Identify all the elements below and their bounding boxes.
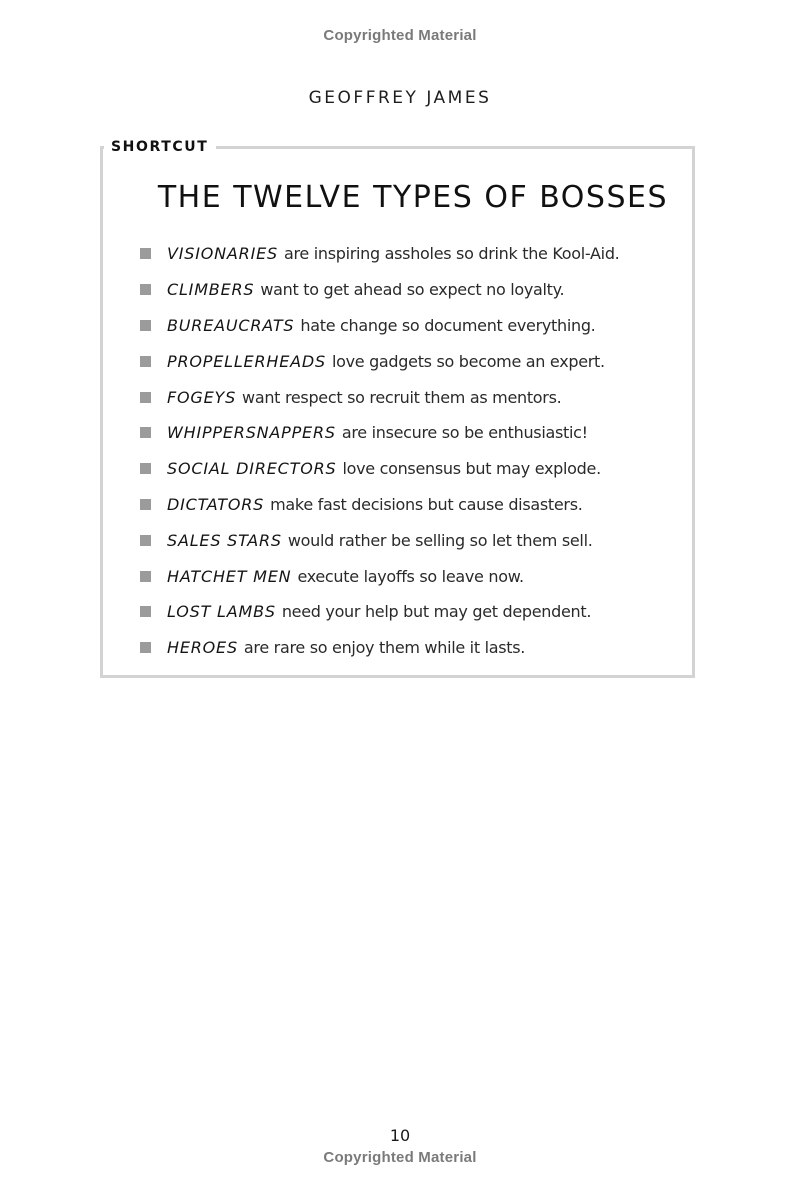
- boss-type-name: DICTATORS: [167, 494, 265, 514]
- boss-type-description: would rather be selling so let them sell.: [287, 530, 593, 550]
- boss-type-name: SALES STARS: [167, 530, 282, 550]
- list-item: [140, 522, 619, 558]
- boss-type-name: HEROES: [167, 638, 238, 658]
- boss-type-description: are inspiring assholes so drink the Kool-Aid.: [283, 244, 620, 264]
- square-bullet-icon: [140, 427, 151, 438]
- list-item: [140, 487, 619, 523]
- list-item: [140, 272, 619, 308]
- boss-type-description: want to get ahead so expect no loyalty.: [260, 280, 565, 300]
- list-item: [140, 343, 619, 379]
- square-bullet-icon: [140, 571, 151, 582]
- running-head: GEOFFREY JAMES: [308, 88, 492, 108]
- box-title: THE TWELVE TYPES OF BOSSES: [157, 180, 668, 215]
- boss-type-name: HATCHET MEN: [167, 566, 292, 586]
- boss-type-description: make fast decisions but cause disasters.: [270, 494, 583, 514]
- boss-type-description: are rare so enjoy them while it lasts.: [243, 638, 526, 658]
- square-bullet-icon: [140, 642, 151, 653]
- boss-type-name: LOST LAMBS: [167, 602, 276, 622]
- watermark-bottom: Copyrighted Material: [323, 1149, 477, 1166]
- boss-type-name: BUREAUCRATS: [167, 315, 295, 335]
- page-number: 10: [389, 1126, 411, 1145]
- list-item: [140, 558, 619, 594]
- boss-type-name: CLIMBERS: [167, 280, 255, 300]
- square-bullet-icon: [140, 606, 151, 617]
- list-item: [140, 594, 619, 630]
- list-item: [140, 415, 619, 451]
- boss-type-name: WHIPPERSNAPPERS: [167, 423, 336, 443]
- boss-list: [140, 236, 619, 666]
- boss-type-name: FOGEYS: [167, 387, 237, 407]
- list-item: [140, 236, 619, 272]
- boss-type-description: love gadgets so become an expert.: [331, 351, 605, 371]
- shortcut-label: SHORTCUT: [104, 137, 216, 157]
- boss-type-description: are insecure so be enthusiastic!: [341, 423, 588, 443]
- square-bullet-icon: [140, 248, 151, 259]
- boss-type-description: want respect so recruit them as mentors.: [242, 387, 562, 407]
- boss-type-description: execute layoffs so leave now.: [297, 566, 524, 586]
- square-bullet-icon: [140, 356, 151, 367]
- watermark-top: Copyrighted Material: [323, 27, 477, 44]
- square-bullet-icon: [140, 320, 151, 331]
- boss-type-description: need your help but may get dependent.: [281, 602, 592, 622]
- boss-type-description: hate change so document everything.: [300, 315, 596, 335]
- boss-type-name: PROPELLERHEADS: [167, 351, 326, 371]
- square-bullet-icon: [140, 463, 151, 474]
- square-bullet-icon: [140, 284, 151, 295]
- boss-type-name: SOCIAL DIRECTORS: [167, 459, 337, 479]
- list-item: [140, 379, 619, 415]
- list-item: [140, 308, 619, 344]
- square-bullet-icon: [140, 392, 151, 403]
- boss-type-description: love consensus but may explode.: [342, 459, 601, 479]
- square-bullet-icon: [140, 535, 151, 546]
- list-item: [140, 630, 619, 666]
- boss-type-name: VISIONARIES: [167, 244, 278, 264]
- square-bullet-icon: [140, 499, 151, 510]
- list-item: [140, 451, 619, 487]
